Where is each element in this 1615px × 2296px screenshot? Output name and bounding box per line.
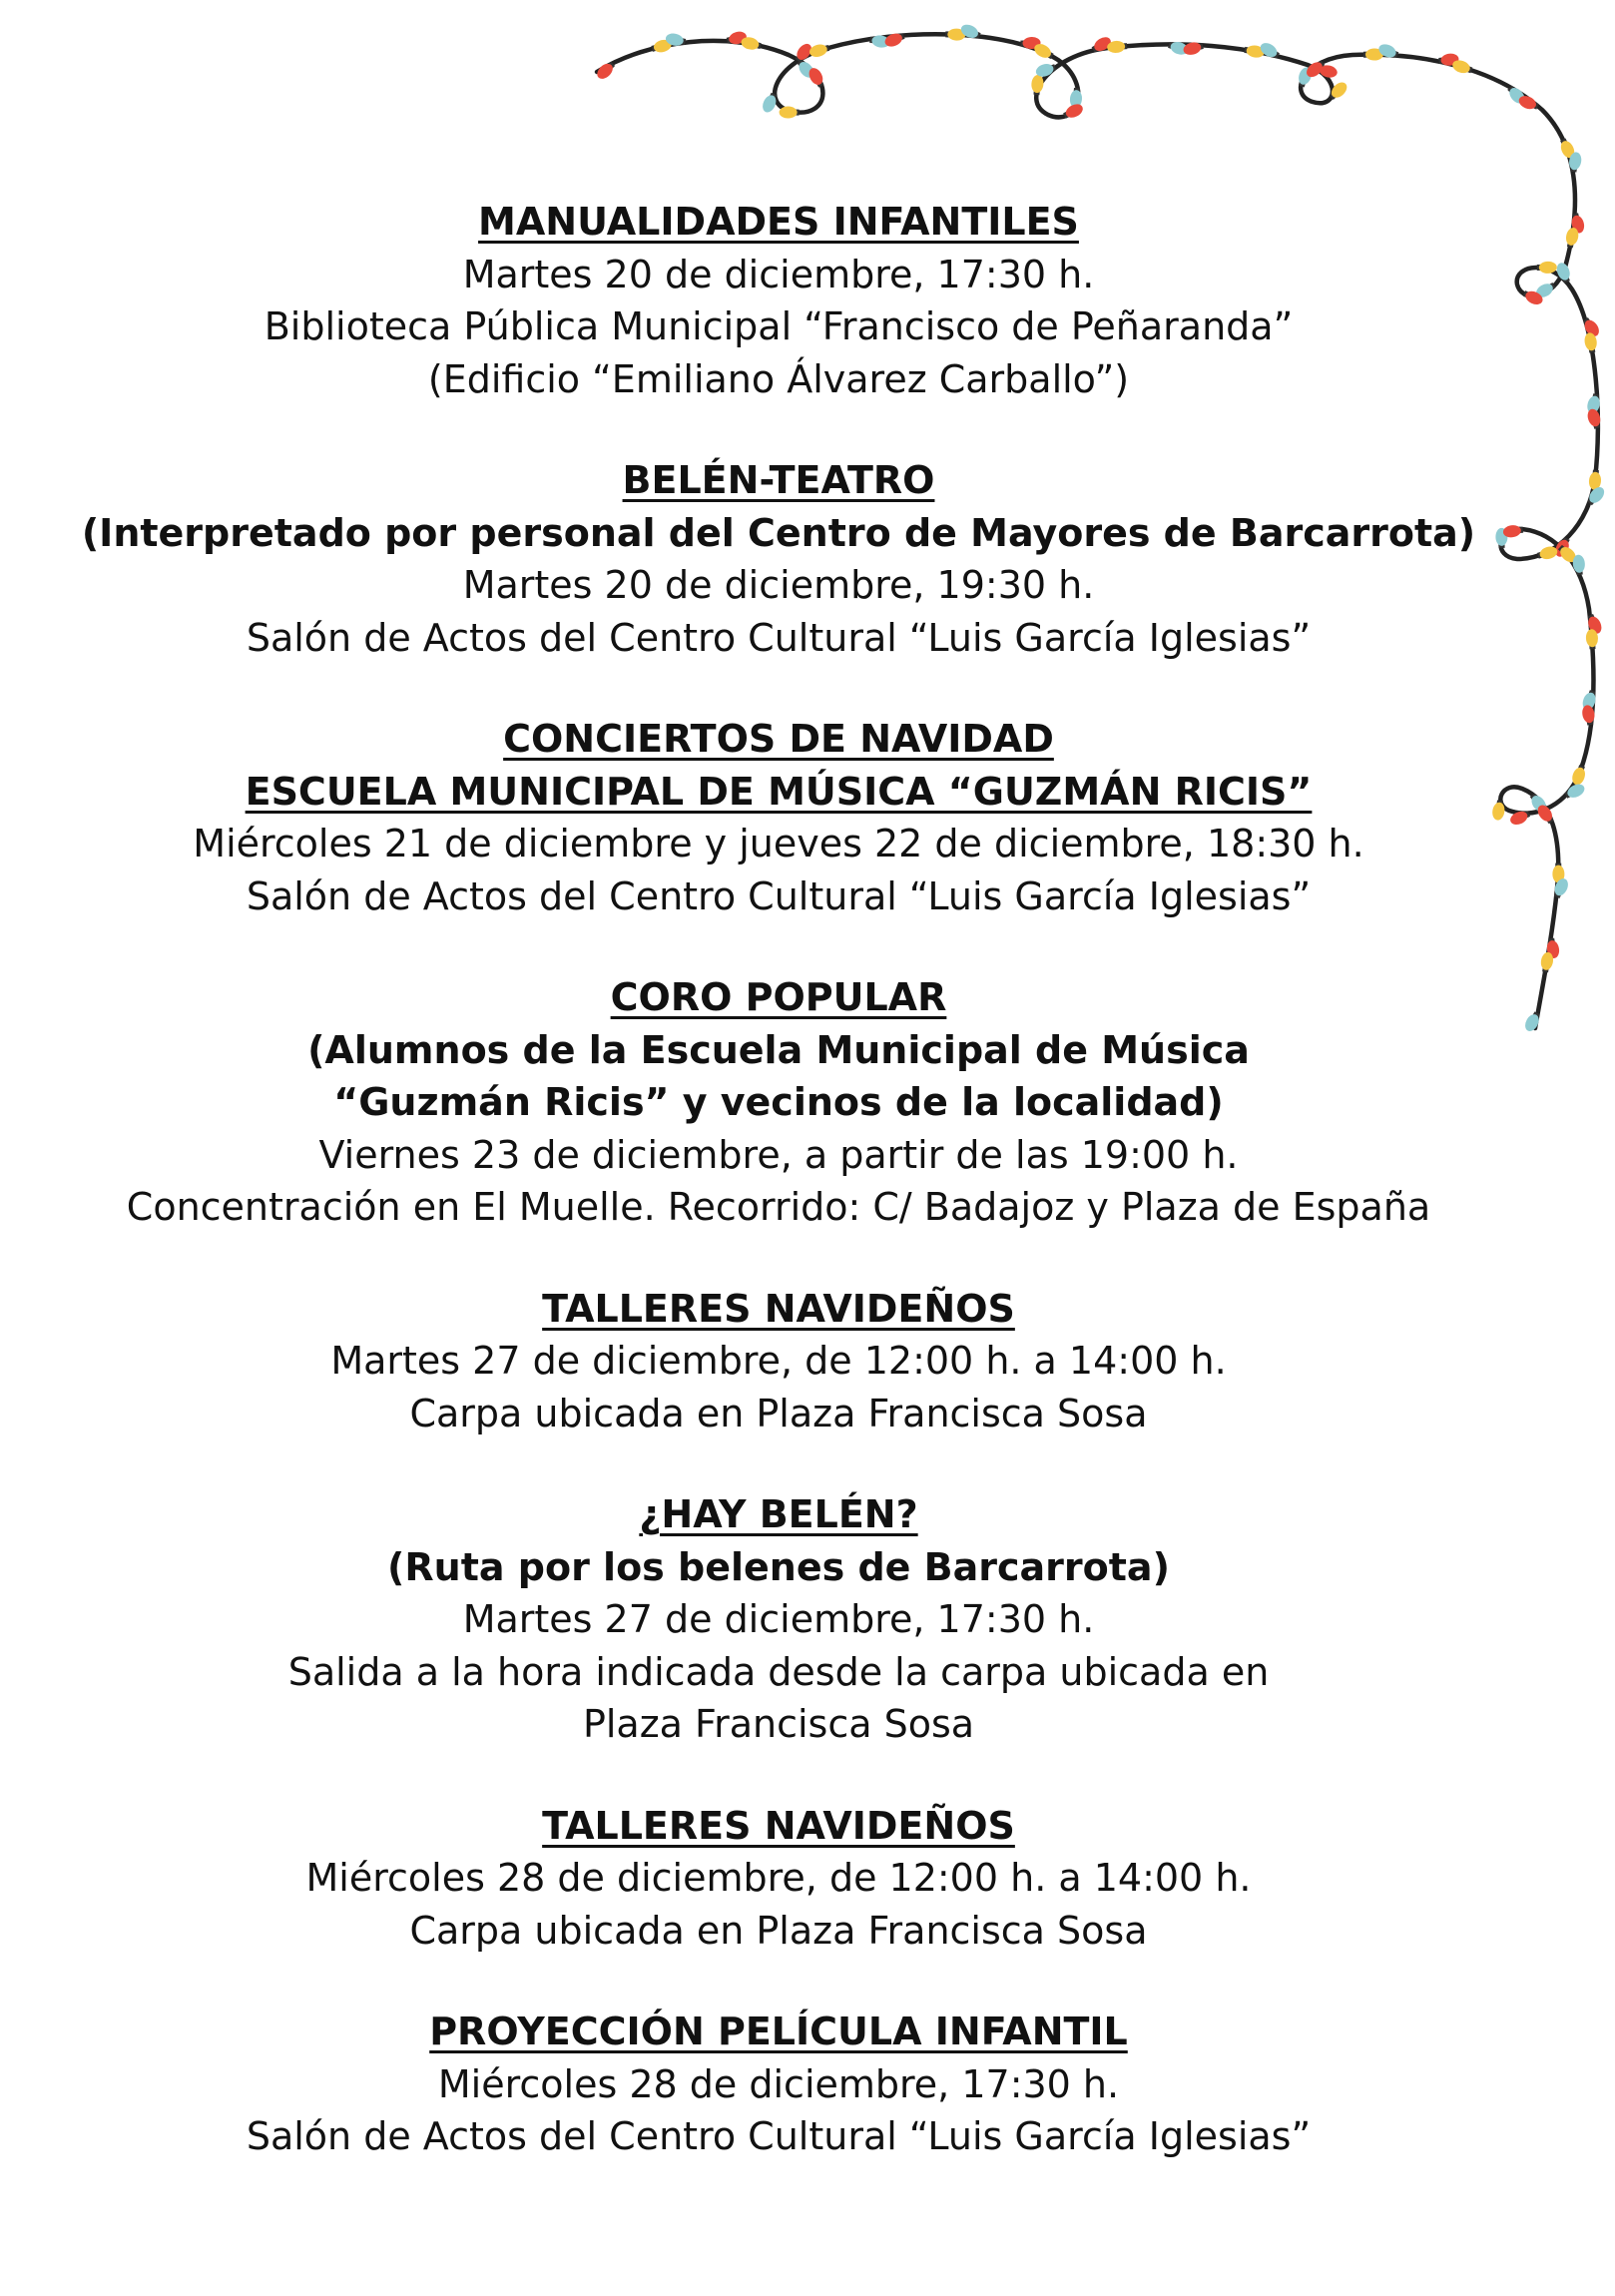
event-block <box>60 1488 1497 1751</box>
event-detail: Martes 27 de diciembre, 17:30 h. <box>462 1597 1095 1641</box>
light-bulb <box>793 41 814 64</box>
light-bulb <box>1020 37 1041 50</box>
event-title: BELÉN-TEATRO <box>622 458 935 502</box>
event-detail: Biblioteca Pública Municipal “Francisco de Peñaranda” <box>264 304 1294 348</box>
light-bulb <box>1586 407 1603 430</box>
event-title: CORO POPULAR <box>610 975 947 1019</box>
event-block <box>60 1800 1497 1958</box>
event-title: MANUALIDADES INFANTILES <box>478 200 1079 244</box>
event-title: ESCUELA MUNICIPAL DE MÚSICA “GUZMÁN RICIS” <box>245 769 1313 814</box>
event-detail: Salón de Actos del Centro Cultural “Luis García Iglesias” <box>246 873 1312 918</box>
light-bulb <box>1536 545 1558 562</box>
light-bulb <box>883 30 906 49</box>
event-subtitle: (Interpretado por personal del Centro de Mayores de Barcarrota) <box>81 510 1476 555</box>
light-bulb <box>1376 42 1399 61</box>
light-bulb <box>1363 48 1383 60</box>
event-block <box>60 2006 1497 2163</box>
light-bulb <box>780 106 800 118</box>
light-bulb <box>1585 629 1598 650</box>
light-bulb <box>740 36 762 52</box>
light-bulb <box>1508 809 1531 828</box>
light-bulb <box>1553 536 1573 559</box>
event-detail: Carpa ubicada en Plaza Francisca Sosa <box>409 1391 1148 1435</box>
light-bulb <box>1580 689 1598 712</box>
light-bulb <box>1505 84 1527 107</box>
light-bulb <box>1545 937 1560 959</box>
light-bulb <box>808 42 830 59</box>
light-bulb <box>1534 280 1557 299</box>
event-title: PROYECCIÓN PELÍCULA INFANTIL <box>429 2009 1128 2053</box>
light-bulb <box>1556 543 1579 565</box>
light-bulb <box>1535 803 1556 826</box>
light-bulb <box>1495 528 1507 548</box>
event-block <box>60 713 1497 922</box>
event-subtitle: (Ruta por los belenes de Barcarrota) <box>387 1544 1170 1589</box>
light-bulb <box>1554 261 1572 284</box>
event-title: TALLERES NAVIDEÑOS <box>542 1286 1015 1331</box>
event-title: ¿HAY BELÉN? <box>639 1492 918 1536</box>
light-bulb <box>1583 331 1598 353</box>
light-bulb <box>1090 34 1113 55</box>
light-bulb <box>869 34 891 49</box>
event-block <box>60 196 1497 405</box>
light-bulb <box>1581 315 1602 338</box>
light-bulb <box>1167 39 1190 57</box>
light-bulb <box>1563 782 1586 802</box>
light-bulb <box>1581 704 1596 726</box>
light-bulb <box>1062 102 1085 122</box>
light-bulb <box>1586 392 1603 414</box>
event-subtitle: (Alumnos de la Escuela Municipal de Música <box>307 1027 1250 1072</box>
light-bulb <box>1585 484 1607 507</box>
light-bulb <box>1030 74 1044 95</box>
light-bulb <box>1244 44 1266 59</box>
light-bulb <box>1034 61 1057 78</box>
light-bulb <box>1572 554 1586 575</box>
light-bulb <box>1521 287 1544 306</box>
event-detail: Plaza Francisca Sosa <box>582 1702 975 1746</box>
light-bulb <box>1551 876 1570 899</box>
event-detail: Viernes 23 de diciembre, a partir de las 19:00 h. <box>318 1132 1239 1177</box>
light-bulb <box>1557 137 1576 160</box>
light-bulb <box>1107 40 1128 53</box>
light-bulb <box>795 58 816 81</box>
light-bulb <box>959 22 982 41</box>
event-detail: Salón de Actos del Centro Cultural “Luis García Iglesias” <box>246 2114 1312 2158</box>
light-bulb <box>1585 613 1604 636</box>
event-block <box>60 1283 1497 1440</box>
light-bulb <box>1522 1010 1542 1033</box>
light-bulb <box>1588 469 1602 490</box>
event-block <box>60 454 1497 664</box>
event-detail: Miércoles 28 de diciembre, de 12:00 h. a 14:00 h. <box>305 1856 1252 1900</box>
light-bulb <box>1450 58 1473 76</box>
light-bulb <box>1567 151 1582 173</box>
light-bulb <box>1502 524 1524 539</box>
event-block <box>60 971 1497 1234</box>
light-bulb <box>1304 58 1327 80</box>
event-detail: Concentración en El Muelle. Recorrido: C/ Badajoz y Plaza de España <box>126 1185 1431 1229</box>
light-bulb <box>1258 40 1281 61</box>
event-detail: Martes 20 de diciembre, 17:30 h. <box>462 252 1095 296</box>
event-detail: Salida a la hora indicada desde la carpa ubicada en <box>287 1649 1270 1694</box>
event-detail: Martes 20 de diciembre, 19:30 h. <box>462 563 1095 607</box>
light-bulb <box>1069 88 1083 109</box>
event-detail: Salón de Actos del Centro Cultural “Luis García Iglesias” <box>246 615 1312 660</box>
light-bulb <box>1539 951 1554 973</box>
light-bulb <box>761 91 780 114</box>
light-bulb <box>1564 227 1580 249</box>
light-bulb <box>1328 80 1350 103</box>
light-bulb <box>1317 63 1339 79</box>
light-bulb <box>1296 66 1314 89</box>
light-bulb <box>945 28 965 40</box>
event-program <box>60 196 1497 2212</box>
light-bulb <box>665 32 687 48</box>
light-bulb <box>1570 764 1588 787</box>
light-bulb <box>651 38 673 55</box>
event-title: TALLERES NAVIDEÑOS <box>542 1803 1015 1848</box>
light-bulb <box>1537 262 1557 274</box>
event-detail: Carpa ubicada en Plaza Francisca Sosa <box>409 1908 1148 1953</box>
event-detail: Miércoles 21 de diciembre y jueves 22 de diciembre, 18:30 h. <box>193 822 1364 865</box>
event-title: CONCIERTOS DE NAVIDAD <box>503 717 1054 761</box>
event-detail: Miércoles 28 de diciembre, 17:30 h. <box>437 2061 1120 2106</box>
light-bulb <box>594 59 617 81</box>
event-subtitle: “Guzmán Ricis” y vecinos de la localidad) <box>333 1080 1224 1124</box>
light-bulb <box>1032 41 1055 61</box>
light-bulb <box>1438 53 1459 67</box>
light-bulb <box>807 66 826 89</box>
light-bulb <box>1527 792 1549 815</box>
light-bulb <box>1552 863 1564 883</box>
light-bulb <box>1182 40 1204 56</box>
light-bulb <box>1517 94 1540 113</box>
event-detail: Martes 27 de diciembre, de 12:00 h. a 14:00 h. <box>330 1339 1227 1383</box>
light-bulb <box>726 30 748 47</box>
event-detail: (Edificio “Emiliano Álvarez Carballo”) <box>427 356 1130 401</box>
light-bulb <box>1569 212 1586 234</box>
